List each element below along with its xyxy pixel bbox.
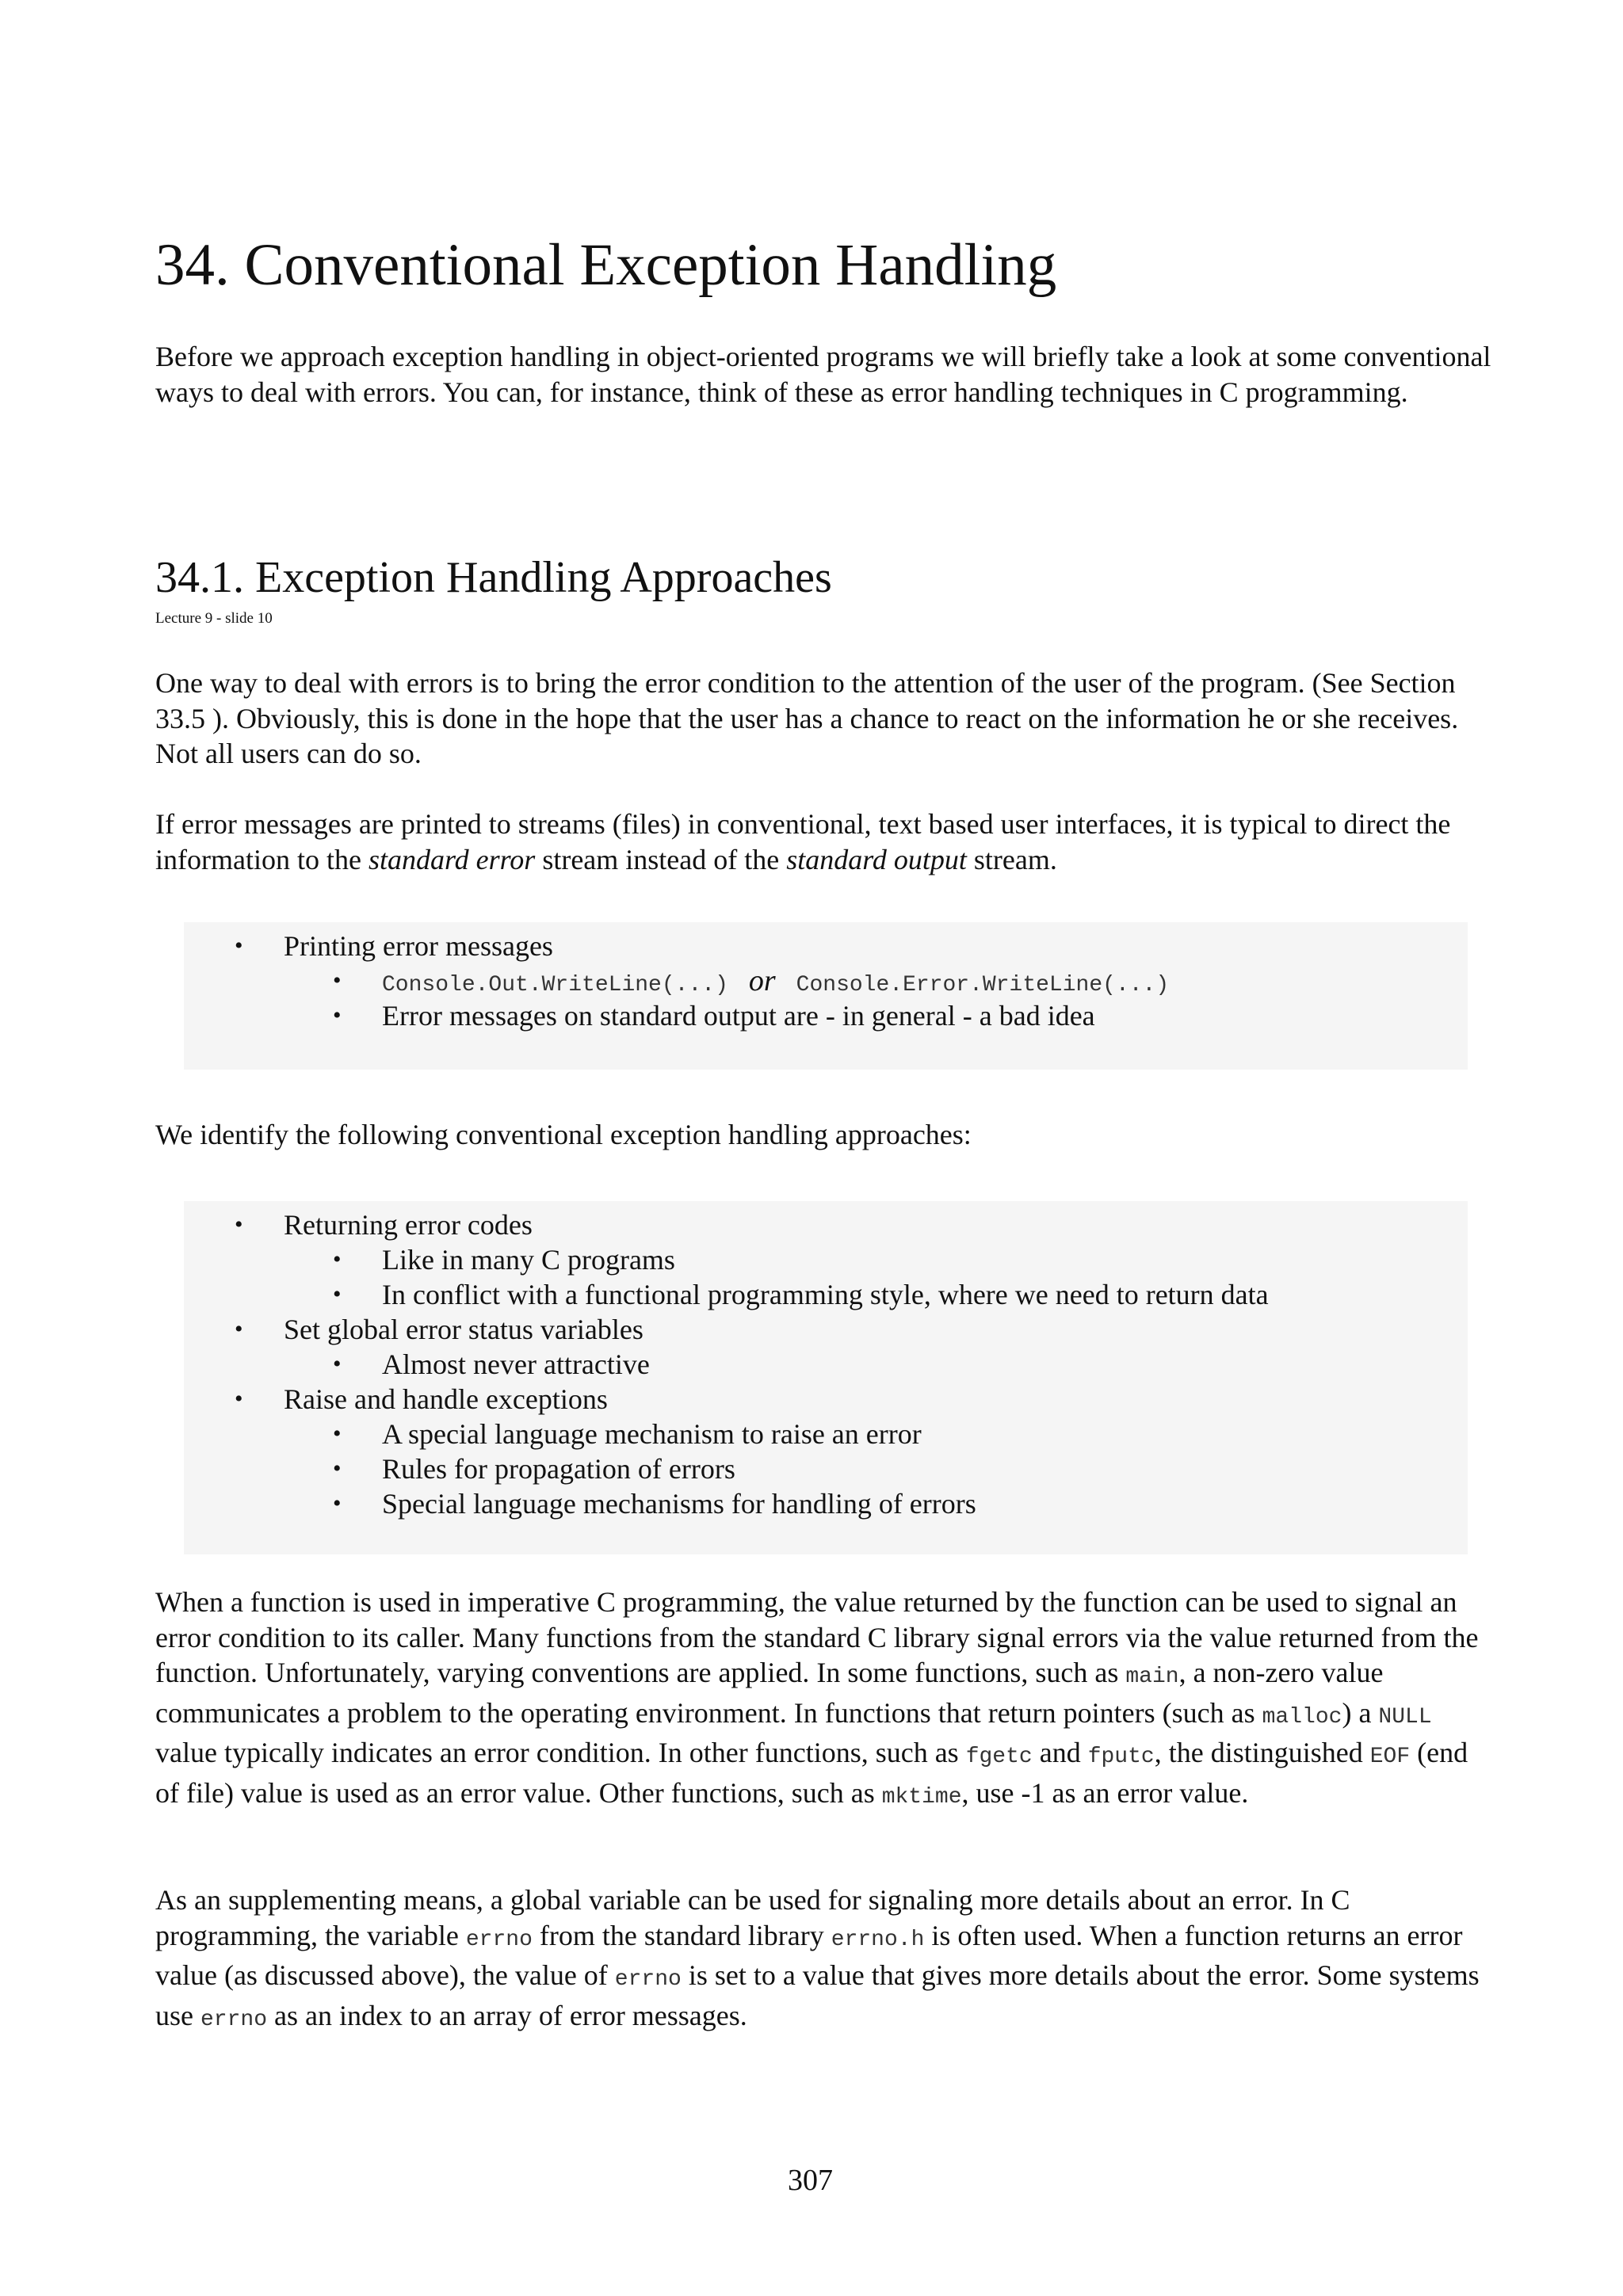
list-item <box>184 1207 533 1242</box>
intro-paragraph: Before we approach exception handling in object-oriented programs we will briefly take a look at some conventional ways to deal with errors. You can, for instance, think of these as error handling techniques in C programming. <box>155 341 1491 408</box>
code-console-error: Console.Error.WriteLine(...) <box>796 973 1170 997</box>
bullet-icon: • <box>333 1490 342 1516</box>
list-item-text: Set global error status variables <box>284 1314 643 1345</box>
emphasis-standard-output: standard output <box>786 843 967 875</box>
code-main: main <box>1125 1665 1179 1689</box>
user-attention-paragraph: One way to deal with errors is to bring the error condition to the attention of the user of the program. (See Section 33.5 ). Obviously, this is done in the hope that the user has a chance to react on the information he or she receives. Not all users can do so. <box>155 667 1459 769</box>
bullet-icon: • <box>333 1351 342 1377</box>
list-item <box>184 929 553 963</box>
section-title: 34.1. Exception Handling Approaches <box>155 553 832 602</box>
code-mktime: mktime <box>881 1784 962 1810</box>
text-span: ) a <box>1342 1696 1379 1729</box>
text-span: When a function is used in imperative C programming, the value returned by the function can be used to signal an error condition to its caller. Many functions from the standard C library signal errors via the value returned from the function. Unfortunately, varying conventions are applied. In some functions, such as <box>155 1586 1479 1688</box>
text-span: stream instead of the <box>535 843 787 875</box>
bullet-icon: • <box>333 1246 342 1272</box>
text-span: , the distinguished <box>1154 1737 1370 1768</box>
text-span: and <box>1032 1737 1088 1768</box>
code-console-out: Console.Out.WriteLine(...) <box>382 973 728 997</box>
code-errno: errno <box>614 1967 682 1992</box>
list-item-text: A special language mechanism to raise an error <box>382 1418 922 1450</box>
bullet-icon: • <box>333 967 342 994</box>
text-span: is often used. When a function returns an error value (as discussed above), the value of <box>155 1919 1463 1991</box>
text-span: As an supplementing means, a global variable can be used for signaling more details about an error. In C programming, the variable <box>155 1884 1350 1951</box>
list-item <box>184 1417 922 1451</box>
list-item-text: Almost never attractive <box>382 1348 650 1380</box>
list-item <box>184 998 1095 1033</box>
list-item-text: Raise and handle exceptions <box>284 1383 608 1415</box>
code-fputc: fputc <box>1087 1745 1155 1769</box>
emphasis-standard-error: standard error <box>368 843 536 875</box>
bullet-icon: • <box>333 1455 342 1482</box>
bullet-icon: • <box>333 1002 342 1028</box>
list-item <box>184 963 1169 1003</box>
stderr-paragraph <box>155 807 1495 877</box>
list-item-text: Special language mechanisms for handling of errors <box>382 1488 976 1520</box>
text-span: is set to a value that gives more details about the error. Some systems use <box>155 1959 1480 2031</box>
code-errno: errno <box>465 1927 533 1952</box>
list-item-text: Like in many C programs <box>382 1244 675 1276</box>
list-item <box>184 1347 650 1382</box>
code-errno: errno <box>200 2007 268 2032</box>
code-malloc: malloc <box>1262 1704 1342 1730</box>
list-item-text: Error messages on standard output are - in general - a bad idea <box>382 1000 1095 1032</box>
list-item <box>184 1486 976 1521</box>
bullet-icon: • <box>235 1211 243 1238</box>
code-eof: EOF <box>1369 1745 1411 1769</box>
code-fgetc: fgetc <box>965 1745 1033 1769</box>
list-item-text: Returning error codes <box>284 1209 533 1241</box>
bullet-icon: • <box>235 933 243 959</box>
list-item <box>184 1277 1269 1312</box>
list-item <box>184 1451 735 1486</box>
bullet-icon: • <box>333 1281 342 1307</box>
bullet-icon: • <box>235 1316 243 1342</box>
list-item-text: Rules for propagation of errors <box>382 1453 735 1485</box>
list-item <box>184 1382 608 1417</box>
code-null: NULL <box>1378 1704 1432 1730</box>
text-span: stream. <box>966 843 1057 875</box>
chapter-title: 34. Conventional Exception Handling <box>155 232 1057 298</box>
approaches-box <box>184 1201 1468 1554</box>
bullet-icon: • <box>235 1386 243 1412</box>
approaches-intro: We identify the following conventional exception handling approaches: <box>155 1119 972 1150</box>
list-item-text: Printing error messages <box>284 930 553 962</box>
text-span: as an index to an array of error messages. <box>267 1999 747 2031</box>
text-span: value typically indicates an error condition. In other functions, such as <box>155 1737 966 1768</box>
printing-errors-box <box>184 922 1468 1070</box>
text-span: from the standard library <box>532 1919 831 1951</box>
page-number-text: 307 <box>788 2164 833 2197</box>
text-span: , a non-zero value communicates a problem to the operating environment. In functions that return pointers (such as <box>155 1657 1384 1729</box>
list-item <box>184 1242 675 1277</box>
text-span: (end of file) value is used as an error value. Other functions, such as <box>155 1737 1468 1809</box>
text-span: , use -1 as an error value. <box>961 1776 1249 1809</box>
slide-reference: Lecture 9 - slide 10 <box>155 610 273 627</box>
return-codes-paragraph <box>155 1585 1495 1815</box>
text-span: If error messages are printed to streams (files) in conventional, text based user interfaces, it is typical to direct the information to the <box>155 808 1451 875</box>
list-item-text: In conflict with a functional programming style, where we need to return data <box>382 1279 1269 1310</box>
errno-paragraph <box>155 1882 1495 2038</box>
list-item <box>184 1312 643 1347</box>
bullet-icon: • <box>333 1421 342 1447</box>
or-word: or <box>748 964 776 997</box>
code-errno-h: errno.h <box>831 1927 925 1952</box>
